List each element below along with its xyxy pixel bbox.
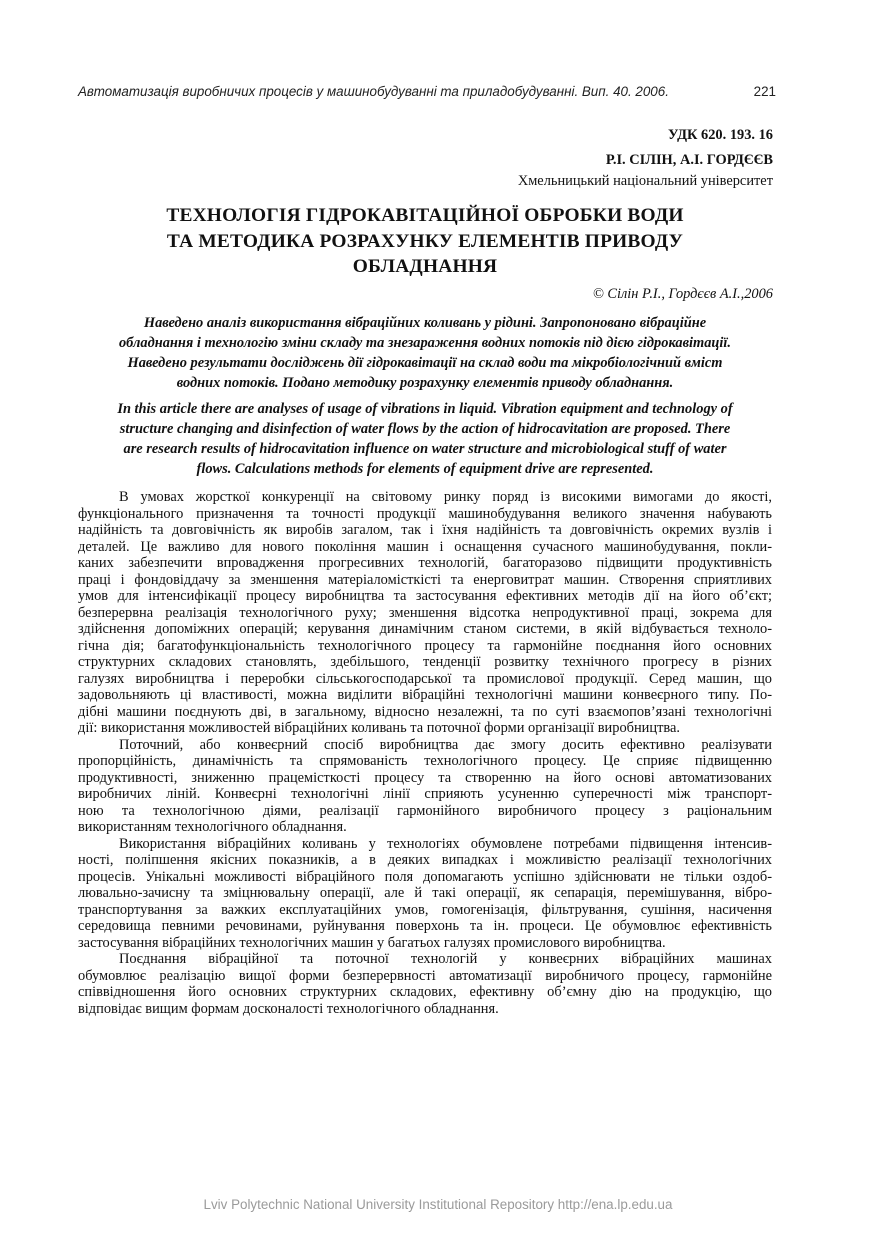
body-line: надійність та довговічність як виробів загалом, так і їхня надійність та довговічність окремих вузлів і bbox=[78, 522, 772, 538]
abstract-line: Наведено аналіз використання вібраційних коливань у рідині. Запропоновано вібраційне bbox=[143, 315, 707, 331]
body-line: Поточний, або конвеєрний спосіб виробництва дає змогу досить ефективно реалізувати bbox=[119, 736, 772, 753]
title-line: ТЕХНОЛОГІЯ ГІДРОКАВІТАЦІЙНОЇ ОБРОБКИ ВОДИ bbox=[166, 205, 684, 226]
body-text bbox=[78, 489, 772, 1017]
body-line: співвідношення його основних структурних складових, ефективну об’ємну дію на продукцію, що bbox=[78, 984, 772, 1000]
body-line: виробничих ліній. Конвеєрні технологічні лінії сприяють усуненню суперечності між транспорт- bbox=[78, 786, 772, 802]
body-line: праці і фондовіддачу за зменшення матеріаломісткісті та енерговитрат машин. Створення сприятливих bbox=[78, 571, 772, 588]
body-line: гічна дія; багатофункціональність технологічного процесу та гармонійне поєднання його основних bbox=[78, 637, 772, 654]
title-line: ОБЛАДНАННЯ bbox=[352, 256, 498, 277]
udc-code: УДК 620. 193. 16 bbox=[668, 127, 773, 143]
abstract-line: водних потоків. Подано методику розрахунку елементів приводу обладнання. bbox=[176, 374, 674, 391]
body-line: ною та технологічною діями, реалізації гармонійного виробничого процесу з раціональним bbox=[78, 802, 772, 819]
body-line: галузях виробництва і переробки сільськогосподарської та промислової продукції. Серед машин, що bbox=[78, 670, 772, 687]
abstract-ukrainian bbox=[78, 314, 772, 394]
body-line: пропорційність, динамічність та спрямованість технологічного процесу. Це сприяє підвищенню bbox=[78, 753, 772, 769]
body-line: функціонального призначення та точності продукції машинобудування великого значення набувають bbox=[78, 505, 772, 522]
body-line: задовольняють ці властивості, можна виділити вібраційні технологічні машини конвеєрного типу. По- bbox=[78, 687, 772, 703]
body-line: В умовах жорсткої конкуренції на світовому ринку поряд із високими вимогами до якості, bbox=[119, 489, 772, 505]
body-line: структурних складових становлять, здебільшого, тенденції розвитку технічного прогресу в різних bbox=[78, 654, 772, 670]
body-line: середовища певними речовинами, руйнування поверхонь та ін. процеси. Це обумовлює ефективність bbox=[78, 918, 772, 934]
title-line: ТА МЕТОДИКА РОЗРАХУНКУ ЕЛЕМЕНТІВ ПРИВОДУ bbox=[166, 230, 684, 252]
affiliation: Хмельницький національний університет bbox=[517, 173, 773, 189]
body-line: використанням технологічного обладнання. bbox=[78, 819, 347, 835]
abstract-line: are research results of hidrocavitation influence on water structure and microbiological stuff of water bbox=[123, 440, 727, 457]
paper-title bbox=[78, 203, 772, 280]
abstract-line: обладнання і технологію зміни складу та знезараження водних потоків під дією гідрокавітації. bbox=[118, 334, 731, 351]
body-line: ності, поліпшення якісних показників, а в деяких випадках і можливістю реалізації технологічних bbox=[78, 852, 772, 868]
abstract-line: flows. Calculations methods for elements of equipment drive are represented. bbox=[196, 460, 654, 477]
body-line: обумовлює реалізацію вищої форми безперервності автоматизації виробничого процесу, гармонійне bbox=[78, 967, 772, 984]
body-line: деталей. Це важливо для нового покоління машин і оснащення сучасного машинобудування, покли- bbox=[78, 538, 772, 555]
body-line: здійснення допоміжних операцій; керування динамічним станом системи, в якій відбувається техноло- bbox=[78, 621, 772, 637]
page-number: 221 bbox=[753, 84, 776, 99]
body-line: відповідає вищим формам досконалості технологічного обладнання. bbox=[78, 1000, 499, 1017]
body-line: каних забезпечити впровадження прогресивних технологій, багаторазово підвищити продуктивність bbox=[78, 555, 772, 571]
body-line: безперервна реалізація технологічного руху; зменшення відсотка непродуктивної праці, зокрема для bbox=[78, 604, 772, 621]
body-line: дібні машини поєднують дві, в загальному, відносно незалежні, та по суті взаємопов’язані технологічні bbox=[78, 703, 772, 720]
body-line: застосування вібраційних технологічних машин у багатьох галузях промислового виробництва. bbox=[78, 934, 666, 951]
body-line: дії: використання можливостей вібраційних коливань та поточної форми організації виробництва. bbox=[78, 720, 680, 736]
abstract-english bbox=[78, 400, 772, 480]
abstract-line: Наведено результати досліджень дії гідрокавітації на склад води та мікробіологічний вміст bbox=[127, 354, 723, 371]
running-header: Автоматизація виробничих процесів у машинобудуванні та приладобудуванні. Вип. 40. 2006. bbox=[78, 84, 669, 99]
body-line: продуктивності, зниженню працемісткості процесу та створенню на його основі автоматизованих bbox=[78, 769, 772, 786]
abstract-line: In this article there are analyses of usage of vibrations in liquid. Vibration equipment and technology of bbox=[117, 401, 733, 417]
repository-footer: Lviv Polytechnic National University Institutional Repository http://ena.lp.edu.ua bbox=[203, 1197, 673, 1212]
body-line: лювально-зачисну та зміцнювальну операції, але й такі операції, як сепарація, перемішування, вібро- bbox=[78, 885, 772, 901]
body-line: процесів. Унікальні можливості вібраційного поля допомагають успішно здійснювати не тільки оздоб- bbox=[78, 868, 772, 885]
body-line: Використання вібраційних коливань у технологіях обумовлене потребами підвищення інтенсив- bbox=[119, 835, 772, 852]
body-line: транспортування за важких експлуатаційних умов, гомогенізація, фільтрування, сушіння, насичення bbox=[78, 901, 772, 918]
authors: Р.І. СІЛІН, А.І. ГОРДЄЄВ bbox=[605, 152, 773, 168]
body-line: Поєднання вібраційної та поточної технологій у конвеєрних вібраційних машинах bbox=[119, 951, 772, 967]
copyright-notice: © Сілін Р.І., Гордєєв А.І.,2006 bbox=[592, 286, 773, 302]
body-line: умов для інтенсифікації процесу виробництва та застосування ефективних методів дії на його об’єкт; bbox=[78, 588, 772, 604]
abstract-line: structure changing and disinfection of water flows by the action of hidrocavitation are proposed. There bbox=[119, 420, 731, 437]
